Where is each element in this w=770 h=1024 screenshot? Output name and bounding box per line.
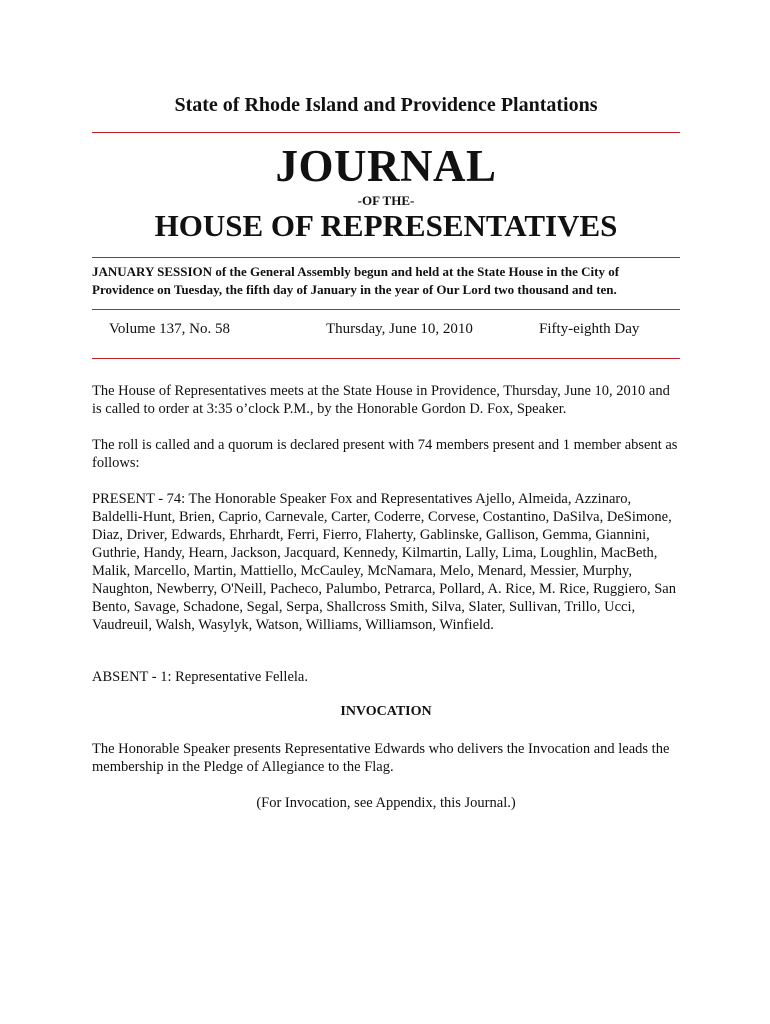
house-title: HOUSE OF REPRESENTATIVES bbox=[154, 208, 618, 243]
top-divider bbox=[92, 132, 680, 133]
present-members-paragraph: PRESENT - 74: The Honorable Speaker Fox and Representatives Ajello, Almeida, Azzinaro, Baldelli-Hunt, Brien, Caprio, Carnevale, Carter, Coderre, Corvese, Costantino, DaSilva, DeSimone, Diaz, Driver, Edwards, Ehrhardt, Ferri, Fierro, Flaherty, Gablinske, Gallison, Gemma, Giannini, Guthrie, Handy, Hearn, Jackson, Jacquard, Kennedy, Kilmartin, Lally, Lima, Loughlin, MacBeth, Malik, Marcello, Martin, Mattiello, McCauley, McNamara, Melo, Menard, Messier, Murphy, Naughton, Newberry, O'Neill, Pacheco, Palumbo, Petrarca, Pollard, A. Rice, M. Rice, Ruggiero, San Bento, Savage, Schadone, Segal, Serpa, Shallcross Smith, Silva, Slater, Sullivan, Trillo, Ucci, Vaudreuil, Walsh, Wasylyk, Watson, Williams, Williamson, Winfield. bbox=[92, 491, 676, 633]
absent-members-paragraph: ABSENT - 1: Representative Fellela. bbox=[92, 669, 308, 685]
session-date: Thursday, June 10, 2010 bbox=[326, 321, 473, 337]
journal-title: JOURNAL bbox=[275, 141, 497, 191]
session-statement bbox=[92, 263, 680, 299]
session-text: of the General Assembly begun and held at the State House in the City of Providence on Tuesday, the fifth day of January in the year of Our Lord two thousand and ten. bbox=[92, 264, 620, 297]
invocation-heading: INVOCATION bbox=[340, 704, 432, 719]
invocation-paragraph: The Honorable Speaker presents Representative Edwards who delivers the Invocation and leads the membership in the Pledge of Allegiance to the Flag. bbox=[92, 741, 670, 775]
call-to-order-paragraph: The House of Representatives meets at the State House in Providence, Thursday, June 10, 2010 and is called to order at 3:35 o’clock P.M., by the Honorable Gordon D. Fox, Speaker. bbox=[92, 383, 670, 417]
issue-bottom-divider bbox=[92, 358, 680, 359]
session-lead: JANUARY SESSION bbox=[92, 264, 213, 279]
invocation-note: (For Invocation, see Appendix, this Journal.) bbox=[256, 795, 516, 811]
of-the-label: -OF THE- bbox=[357, 193, 415, 208]
session-bottom-divider bbox=[92, 309, 680, 310]
roll-call-paragraph: The roll is called and a quorum is declared present with 74 members present and 1 member absent as follows: bbox=[92, 437, 678, 471]
session-top-divider bbox=[92, 257, 680, 258]
volume-number: Volume 137, No. 58 bbox=[109, 321, 230, 337]
session-day: Fifty-eighth Day bbox=[539, 321, 640, 337]
state-title: State of Rhode Island and Providence Plantations bbox=[174, 94, 598, 116]
